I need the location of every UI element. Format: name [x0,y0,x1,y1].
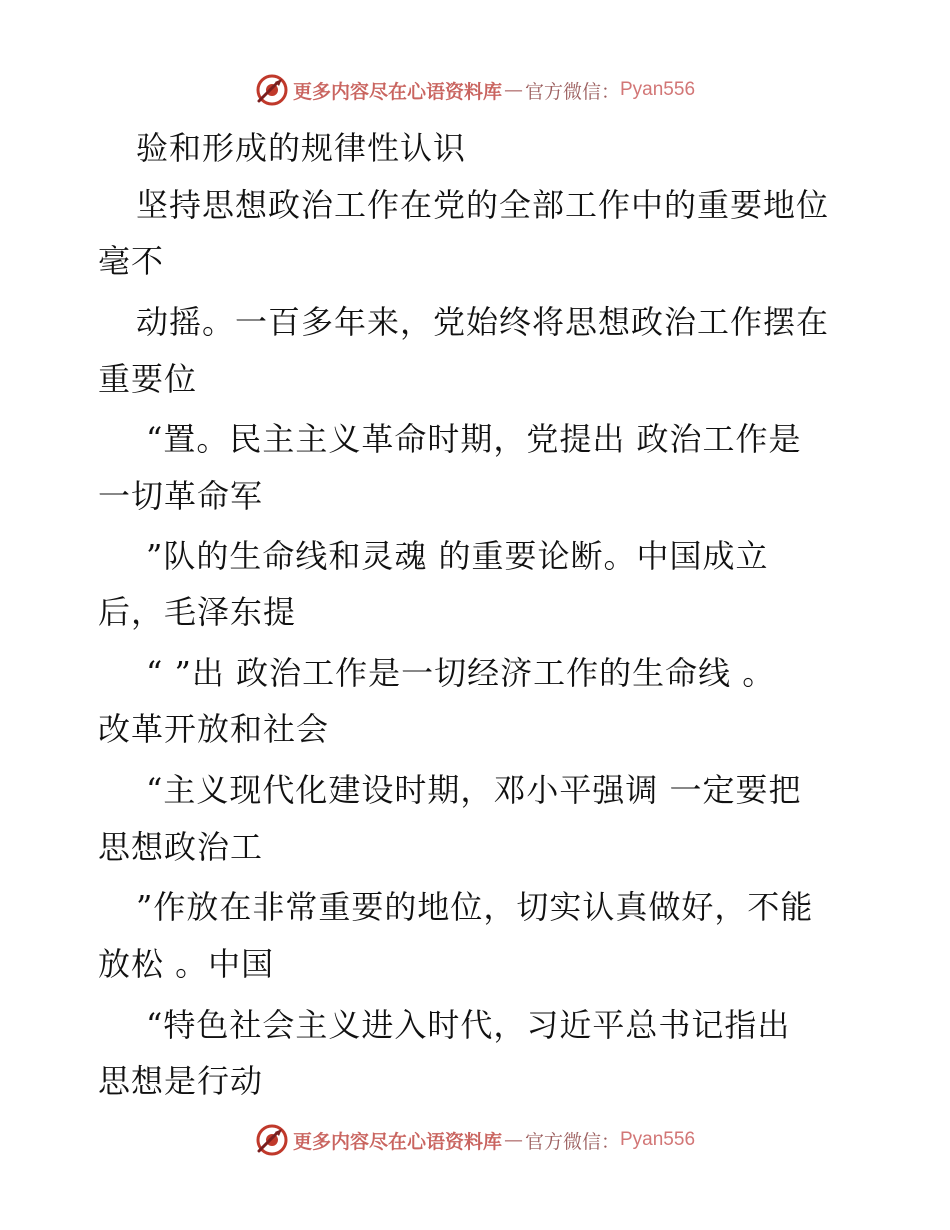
footer-site-name: 更多内容尽在心语资料库 [292,1130,502,1153]
body-line: 一切革命军 [98,477,264,515]
header-wechat-id: Pyan556 [620,79,696,100]
header-site-name: 更多内容尽在心语资料库 [292,80,502,103]
body-line: “ ”出 政治工作是一切经济工作的生命线 。 [146,654,776,692]
body-line: 重要位 [98,360,198,398]
footer-wechat-label: 官方微信： [524,1130,620,1153]
body-line: 验和形成的规律性认识 [136,129,467,167]
body-line: 后，毛泽东提 [98,593,297,631]
body-line: 思想是行动 [98,1062,264,1100]
header-separator: — [503,79,523,101]
footer-wechat-id: Pyan556 [620,1129,696,1150]
body-line: 坚持思想政治工作在党的全部工作中的重要地位 [136,186,830,224]
brand-logo-icon [255,1123,289,1157]
body-line: “置。民主主义革命时期，党提出 政治工作是 [146,420,802,458]
header-wechat-label: 官方微信： [524,80,620,103]
body-line: “主义现代化建设时期，邓小平强调 一定要把 [146,771,802,809]
footer-separator: — [503,1129,523,1151]
body-line: 毫不 [98,242,165,280]
body-line: “特色社会主义进入时代，习近平总书记指出 [146,1006,791,1044]
body-line: ”作放在非常重要的地位，切实认真做好，不能 [136,888,814,926]
footer-banner [0,1120,950,1160]
body-line: 动摇。一百多年来，党始终将思想政治工作摆在 [136,303,830,341]
body-line: 放松 。中国 [98,945,275,983]
header-banner [0,70,950,110]
body-line: ”队的生命线和灵魂 的重要论断。中国成立 [146,537,769,575]
body-line: 思想政治工 [98,828,264,866]
brand-logo-icon [255,73,289,107]
body-line: 改革开放和社会 [98,710,330,748]
